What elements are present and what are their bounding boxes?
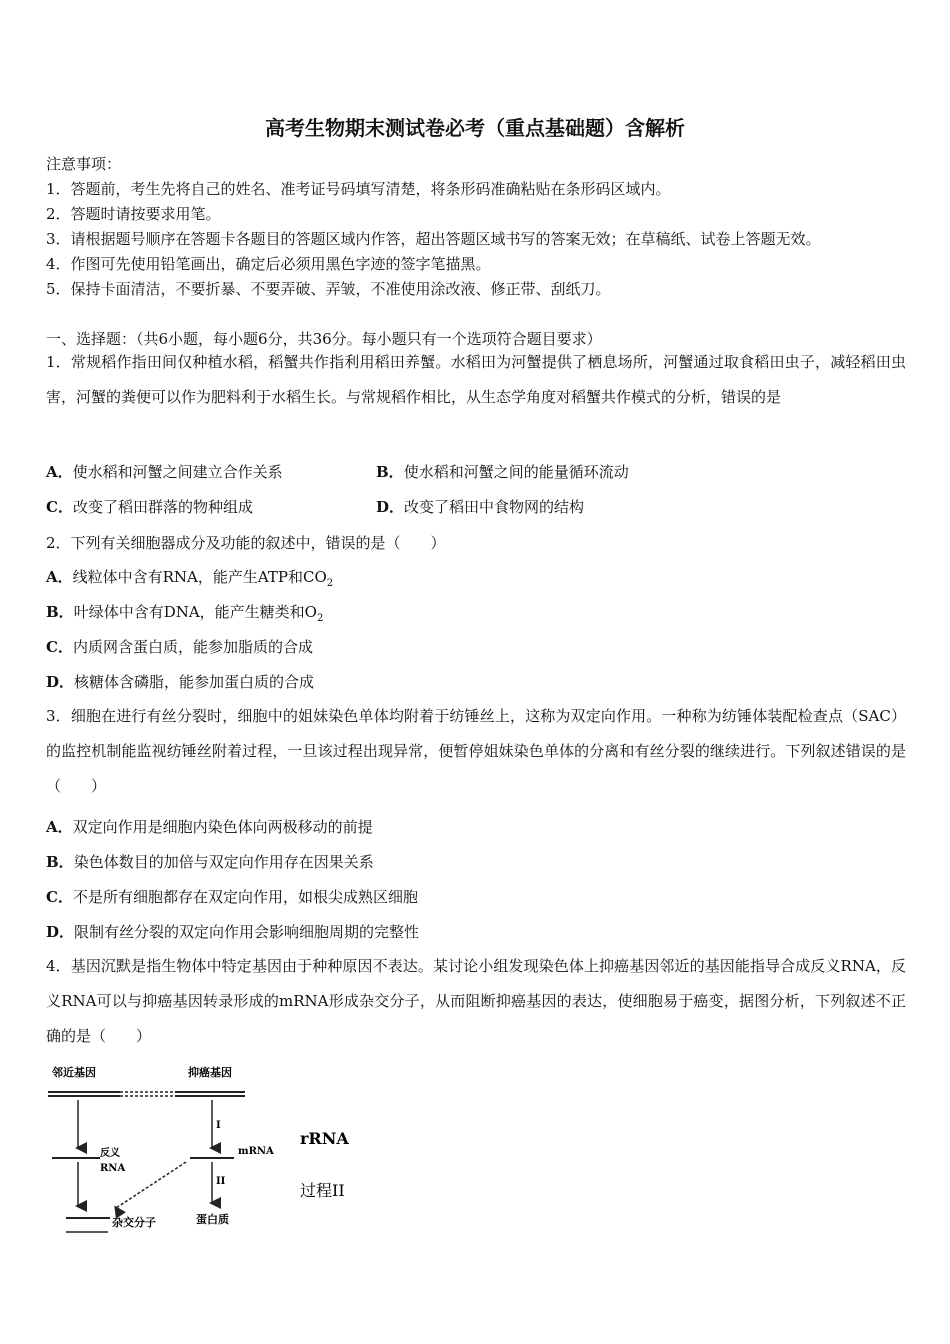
q3-option-a[interactable] bbox=[46, 816, 373, 837]
protein-label: 蛋白质 bbox=[196, 1213, 229, 1226]
notice-item: 4．作图可先使用铅笔画出，确定后必须用黑色字迹的签字笔描黑。 bbox=[46, 255, 491, 273]
section-heading: 一、选择题：（共6小题，每小题6分，共36分。每小题只有一个选项符合题目要求） bbox=[46, 330, 602, 348]
option-text: 使水稻和河蟹之间的能量循环流动 bbox=[403, 463, 629, 481]
gene-right-label: 抑癌基因 bbox=[188, 1066, 232, 1079]
antisense-label: 反义 bbox=[100, 1148, 120, 1159]
hybrid-label: 杂交分子 bbox=[112, 1216, 156, 1229]
gene-silencing-diagram bbox=[40, 1058, 400, 1238]
option-label: A． bbox=[46, 568, 73, 586]
q1-option-d[interactable] bbox=[376, 496, 584, 517]
notice-item: 2．答题时请按要求用笔。 bbox=[46, 205, 221, 223]
subscript: 2 bbox=[316, 613, 324, 624]
notice-heading: 注意事项： bbox=[46, 155, 122, 173]
notice-item: 1．答题前，考生先将自己的姓名、准考证号码填写清楚，将条形码准确粘贴在条形码区域内。 bbox=[46, 180, 671, 198]
option-label: C． bbox=[46, 498, 73, 516]
notice-item: 5．保持卡面清洁，不要折暴、不要弄破、弄皱，不准使用涂改液、修正带、刮纸刀。 bbox=[46, 280, 611, 298]
hybridization-arrow bbox=[116, 1162, 186, 1208]
subscript: 2 bbox=[326, 578, 334, 589]
q1-option-a[interactable] bbox=[46, 461, 283, 482]
option-text: 限制有丝分裂的双定向作用会影响细胞周期的完整性 bbox=[74, 923, 420, 941]
q2-option-c[interactable] bbox=[46, 636, 313, 657]
q2-option-b[interactable] bbox=[46, 601, 323, 624]
option-text: 双定向作用是细胞内染色体向两极移动的前提 bbox=[72, 818, 373, 836]
q1-option-b[interactable] bbox=[376, 461, 629, 482]
option-label: A． bbox=[46, 818, 73, 836]
antisense-label: RNA bbox=[100, 1163, 126, 1174]
side-label-rrna: rRNA bbox=[300, 1129, 349, 1148]
q2-option-a[interactable] bbox=[46, 566, 333, 589]
question-3-stem: 3．细胞在进行有丝分裂时，细胞中的姐妹染色单体均附着于纺锤丝上，这称为双定向作用。一种称为纺锤体装配检查点（SAC）的监控机制能监视纺锤丝附着过程，一旦该过程出现异常，便暂停姐妹染色单体的分离和有丝分裂的继续进行。下列叙述错误的是（ ） bbox=[46, 707, 906, 795]
option-label: C． bbox=[46, 638, 73, 656]
option-text: 染色体数目的加倍与双定向作用存在因果关系 bbox=[73, 853, 374, 871]
option-text: 核糖体含磷脂，能参加蛋白质的合成 bbox=[74, 673, 315, 691]
q2-option-d[interactable] bbox=[46, 671, 314, 692]
q3-option-c[interactable] bbox=[46, 886, 418, 907]
question-2-stem: 2．下列有关细胞器成分及功能的叙述中，错误的是（ ） bbox=[46, 534, 446, 552]
option-label: D． bbox=[46, 673, 75, 691]
option-label: B． bbox=[376, 463, 404, 481]
question-1-stem: 1．常规稻作指田间仅种植水稻，稻蟹共作指利用稻田养蟹。水稻田为河蟹提供了栖息场所，河蟹通过取食稻田虫子，减轻稻田虫害，河蟹的粪便可以作为肥料利于水稻生长。与常规稻作相比，从生态学角度对稻蟹共作模式的分析，错误的是 bbox=[46, 353, 906, 406]
process-1-label: I bbox=[216, 1120, 221, 1131]
option-text: 不是所有细胞都存在双定向作用，如根尖成熟区细胞 bbox=[72, 888, 418, 906]
option-label: A． bbox=[46, 463, 73, 481]
mrna-label: mRNA bbox=[238, 1146, 274, 1157]
option-label: B． bbox=[46, 853, 74, 871]
side-label-process: 过程II bbox=[300, 1181, 345, 1200]
option-text: 线粒体中含有RNA，能产生ATP和CO bbox=[72, 568, 327, 586]
q3-option-b[interactable] bbox=[46, 851, 374, 872]
option-text: 改变了稻田群落的物种组成 bbox=[72, 498, 253, 516]
notice-item: 3．请根据题号顺序在答题卡各题目的答题区域内作答，超出答题区域书写的答案无效；在草稿纸、试卷上答题无效。 bbox=[46, 230, 821, 248]
option-label: D． bbox=[376, 498, 405, 516]
option-text: 改变了稻田中食物网的结构 bbox=[404, 498, 585, 516]
option-text: 使水稻和河蟹之间建立合作关系 bbox=[72, 463, 283, 481]
option-text: 内质网含蛋白质，能参加脂质的合成 bbox=[72, 638, 313, 656]
option-text: 叶绿体中含有DNA，能产生糖类和O bbox=[73, 603, 317, 621]
option-label: D． bbox=[46, 923, 75, 941]
question-4-stem: 4．基因沉默是指生物体中特定基因由于种种原因不表达。某讨论小组发现染色体上抑癌基因邻近的基因能指导合成反义RNA，反义RNA可以与抑癌基因转录形成的mRNA形成杂交分子，从而阻断抑癌基因的表达，使细胞易于癌变，据图分析，下列叙述不正确的是（ ） bbox=[46, 957, 906, 1045]
q3-option-d[interactable] bbox=[46, 921, 419, 942]
page-title: 高考生物期末测试卷必考（重点基础题）含解析 bbox=[265, 116, 685, 140]
option-label: C． bbox=[46, 888, 73, 906]
q1-option-c[interactable] bbox=[46, 496, 253, 517]
option-label: B． bbox=[46, 603, 74, 621]
process-2-label: II bbox=[216, 1176, 226, 1187]
gene-left-label: 邻近基因 bbox=[52, 1066, 96, 1079]
